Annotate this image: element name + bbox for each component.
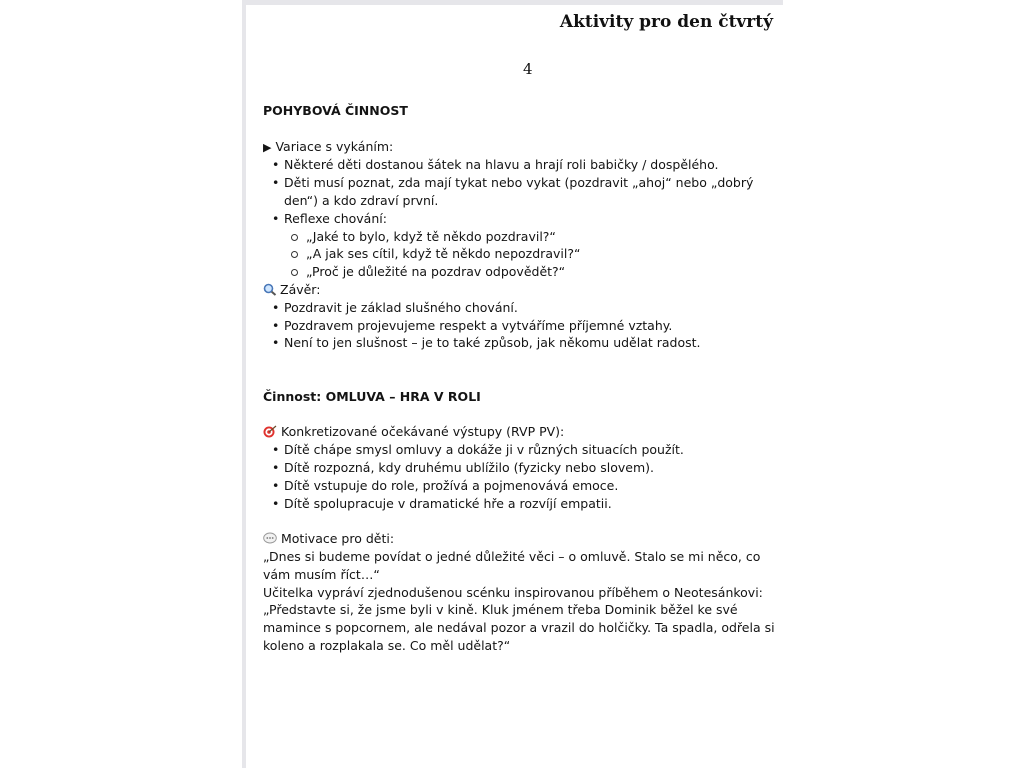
outcomes-label: Konkretizované očekávané výstupy (RVP PV): xyxy=(281,424,565,440)
list-item: • Některé děti dostanou šátek na hlavu a hrají roli babičky / dospělého. xyxy=(284,156,783,174)
page-header-title: Aktivity pro den čtvrtý xyxy=(559,12,773,32)
list-item: • Není to jen slušnost – je to také způsob, jak někomu udělat radost. xyxy=(284,334,783,352)
list-item: • Pozdravit je základ slušného chování. xyxy=(284,299,783,317)
speech-bubble-icon xyxy=(263,532,278,545)
narration-text: Učitelka vypráví zjednodušenou scénku inspirovanou příběhem o Neotesánkovi: xyxy=(263,584,763,600)
list-item: • Dítě vstupuje do role, prožívá a pojmenovává emoce. xyxy=(284,477,783,495)
list-item: „A jak ses cítil, když tě někdo nepozdravil?“ xyxy=(306,245,783,263)
page-top-band xyxy=(246,0,783,5)
outcomes-line xyxy=(263,423,783,441)
magnifier-icon xyxy=(263,283,277,296)
reflexe-label: Reflexe chování: xyxy=(284,210,387,226)
motivace-label: Motivace pro děti: xyxy=(281,531,395,547)
list-item: „Jaké to bylo, když tě někdo pozdravil?“ xyxy=(306,228,783,246)
list-item xyxy=(284,210,783,281)
list-item: • Dítě rozpozná, kdy druhému ublížilo (fyzicky nebo slovem). xyxy=(284,459,783,477)
list-item: • Děti musí poznat, zda mají tykat nebo vykat (pozdravit „ahoj“ nebo „dobrý den“) a kdo zdraví první. xyxy=(284,174,783,210)
list-item: • Dítě spolupracuje v dramatické hře a rozvíjí empatii. xyxy=(284,495,783,513)
list-item: • Pozdravem projevujeme respekt a vytváříme příjemné vztahy. xyxy=(284,317,783,335)
section-heading-omluva: Činnost: OMLUVA – HRA V ROLI xyxy=(263,388,481,404)
variace-label: Variace s vykáním: xyxy=(275,138,394,154)
section-heading-pohybova: POHYBOVÁ ČINNOST xyxy=(263,103,408,118)
variace-line xyxy=(263,138,783,157)
viewer-background xyxy=(0,0,242,768)
story-quote: „Představte si, že jsme byli v kině. Kluk jménem třeba Dominik běžel ke své mamince s popcornem, ale nedával pozor a vrazil do holčičky. Ta spadla, odřela si koleno a rozplakala se. Co měl udělat?“ xyxy=(263,602,775,653)
zaver-list xyxy=(263,299,783,352)
motivace-line xyxy=(263,530,783,548)
list-item: „Proč je důležité na pozdrav odpovědět?“ xyxy=(306,263,783,281)
outcomes-list xyxy=(263,441,783,512)
target-icon xyxy=(263,425,278,438)
zaver-label: Závěr: xyxy=(280,281,321,297)
page-edge xyxy=(242,0,246,768)
reflexe-list xyxy=(284,228,783,281)
list-item: • Dítě chápe smysl omluvy a dokáže ji v různých situacích použít. xyxy=(284,441,783,459)
variace-list xyxy=(263,156,783,281)
zaver-line xyxy=(263,281,783,299)
motivace-quote: „Dnes si budeme povídat o jedné důležité věci – o omluvě. Stalo se mi něco, co vám musím říct…“ xyxy=(263,548,761,582)
document-content xyxy=(263,102,783,655)
page-number: 4 xyxy=(523,60,533,78)
play-triangle-icon: ▶ xyxy=(263,140,272,154)
